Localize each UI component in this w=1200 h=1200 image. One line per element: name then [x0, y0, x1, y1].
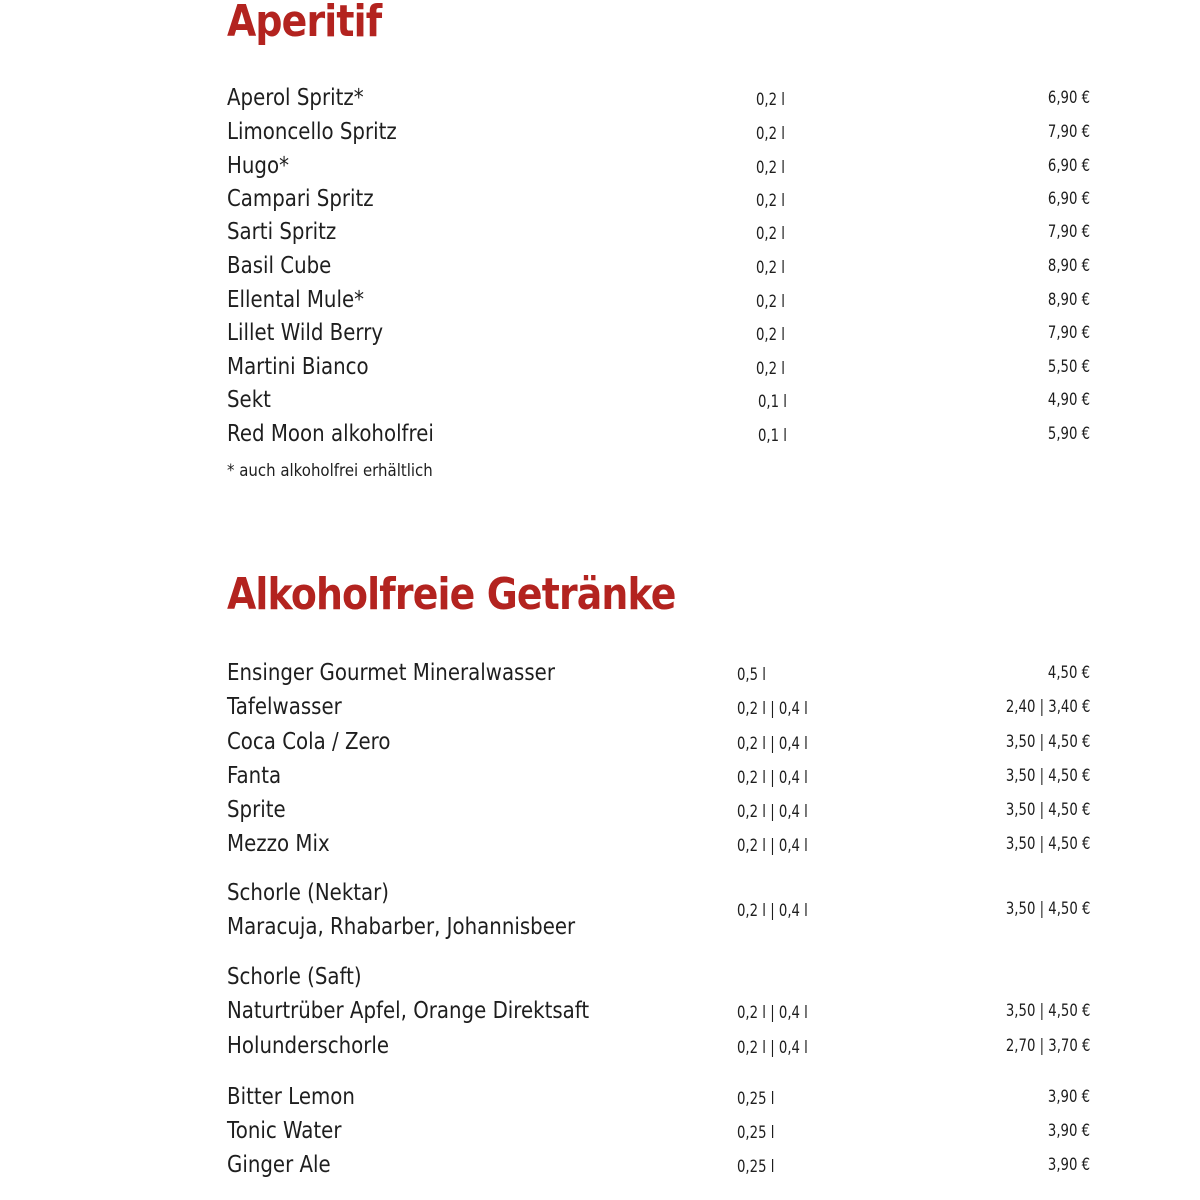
- item-price: 4,50 €: [1047, 663, 1090, 683]
- section-title-aperitif: Aperitif: [227, 0, 382, 47]
- item-name: Schorle (Nektar): [227, 880, 390, 906]
- item-volume: 0,2 l: [756, 359, 785, 379]
- item-name: Martini Bianco: [227, 354, 369, 380]
- item-price: 3,50 | 4,50 €: [1005, 800, 1090, 820]
- item-price: 3,50 | 4,50 €: [1005, 766, 1090, 786]
- item-name: Red Moon alkoholfrei: [227, 421, 434, 447]
- item-volume: 0,2 l | 0,4 l: [737, 1003, 808, 1023]
- item-name: Sekt: [227, 387, 271, 413]
- item-price: 3,90 €: [1047, 1121, 1090, 1141]
- item-price: 2,70 | 3,70 €: [1005, 1036, 1090, 1056]
- item-volume: 0,25 l: [737, 1089, 775, 1109]
- item-volume: 0,2 l | 0,4 l: [737, 836, 808, 856]
- item-price: 7,90 €: [1047, 122, 1090, 142]
- item-name: Fanta: [227, 763, 282, 789]
- section-title-softdrinks: Alkoholfreie Getränke: [227, 569, 676, 620]
- item-name: Holunderschorle: [227, 1033, 390, 1059]
- item-price: 3,50 | 4,50 €: [1005, 834, 1090, 854]
- item-price: 7,90 €: [1047, 222, 1090, 242]
- menu-item: [0, 830, 1200, 864]
- menu-item: [0, 899, 1200, 947]
- item-price: 5,90 €: [1047, 424, 1090, 444]
- item-name: Tafelwasser: [227, 694, 342, 720]
- item-price: 3,50 | 4,50 €: [1005, 1001, 1090, 1021]
- menu-item: [0, 386, 1200, 420]
- item-volume: 0,2 l | 0,4 l: [737, 768, 808, 788]
- item-price: 6,90 €: [1047, 189, 1090, 209]
- menu-item: [0, 693, 1200, 727]
- menu-item: [0, 1032, 1200, 1066]
- item-price: 8,90 €: [1047, 290, 1090, 310]
- item-price: 3,50 | 4,50 €: [1005, 899, 1090, 919]
- item-name: Ginger Ale: [227, 1152, 331, 1178]
- item-volume: 0,2 l: [756, 258, 785, 278]
- menu-item: [0, 353, 1200, 387]
- item-volume: 0,25 l: [737, 1123, 775, 1143]
- menu-item: [0, 218, 1200, 252]
- menu-item: [0, 796, 1200, 830]
- item-volume: 0,2 l | 0,4 l: [737, 699, 808, 719]
- menu-item: [0, 84, 1200, 118]
- item-price: 5,50 €: [1047, 357, 1090, 377]
- item-name: Sarti Spritz: [227, 219, 337, 245]
- menu-item: [0, 185, 1200, 219]
- item-volume: 0,2 l | 0,4 l: [737, 1038, 808, 1058]
- item-price: 7,90 €: [1047, 323, 1090, 343]
- item-name: Lillet Wild Berry: [227, 320, 384, 346]
- item-volume: 0,2 l | 0,4 l: [737, 802, 808, 822]
- item-price: 6,90 €: [1047, 156, 1090, 176]
- menu-item: [0, 997, 1200, 1031]
- item-name: Limoncello Spritz: [227, 119, 397, 145]
- item-name: Schorle (Saft): [227, 964, 362, 990]
- menu-item: [0, 1151, 1200, 1185]
- menu-item: [0, 1117, 1200, 1151]
- item-volume: 0,2 l: [756, 292, 785, 312]
- item-volume: 0,1 l: [758, 426, 787, 446]
- footnote: * auch alkoholfrei erhältlich: [227, 461, 433, 481]
- item-price: 2,40 | 3,40 €: [1005, 697, 1090, 717]
- menu-item-group-heading: [0, 963, 1200, 997]
- menu-item: [0, 728, 1200, 762]
- menu-item: [0, 762, 1200, 796]
- item-name: Ellental Mule*: [227, 287, 365, 313]
- item-price: 8,90 €: [1047, 256, 1090, 276]
- item-volume: 0,5 l: [737, 665, 766, 685]
- item-name: Maracuja, Rhabarber, Johannisbeer: [227, 914, 576, 940]
- item-name: Basil Cube: [227, 253, 332, 279]
- menu-item: [0, 152, 1200, 186]
- item-volume: 0,25 l: [737, 1157, 775, 1177]
- menu-item: [0, 420, 1200, 454]
- item-volume: 0,2 l: [756, 124, 785, 144]
- item-volume: 0,2 l | 0,4 l: [737, 901, 808, 921]
- item-name: Hugo*: [227, 153, 289, 179]
- menu-item: [0, 252, 1200, 286]
- item-price: 3,90 €: [1047, 1087, 1090, 1107]
- item-price: 3,50 | 4,50 €: [1005, 732, 1090, 752]
- item-name: Tonic Water: [227, 1118, 342, 1144]
- item-volume: 0,2 l: [756, 224, 785, 244]
- item-name: Naturtrüber Apfel, Orange Direktsaft: [227, 998, 590, 1024]
- item-name: Campari Spritz: [227, 186, 374, 212]
- menu-item: [0, 659, 1200, 693]
- item-volume: 0,1 l: [758, 392, 787, 412]
- item-volume: 0,2 l: [756, 158, 785, 178]
- item-name: Aperol Spritz*: [227, 85, 364, 111]
- item-price: 6,90 €: [1047, 88, 1090, 108]
- item-name: Coca Cola / Zero: [227, 729, 391, 755]
- item-volume: 0,2 l: [756, 90, 785, 110]
- item-price: 4,90 €: [1047, 390, 1090, 410]
- menu-item: [0, 286, 1200, 320]
- menu-item: [0, 118, 1200, 152]
- item-price: 3,90 €: [1047, 1155, 1090, 1175]
- item-volume: 0,2 l: [756, 325, 785, 345]
- item-volume: 0,2 l | 0,4 l: [737, 734, 808, 754]
- menu-item: [0, 1083, 1200, 1117]
- item-name: Ensinger Gourmet Mineralwasser: [227, 660, 555, 686]
- menu-item: [0, 319, 1200, 353]
- item-name: Bitter Lemon: [227, 1084, 355, 1110]
- item-name: Mezzo Mix: [227, 831, 330, 857]
- item-volume: 0,2 l: [756, 191, 785, 211]
- item-name: Sprite: [227, 797, 286, 823]
